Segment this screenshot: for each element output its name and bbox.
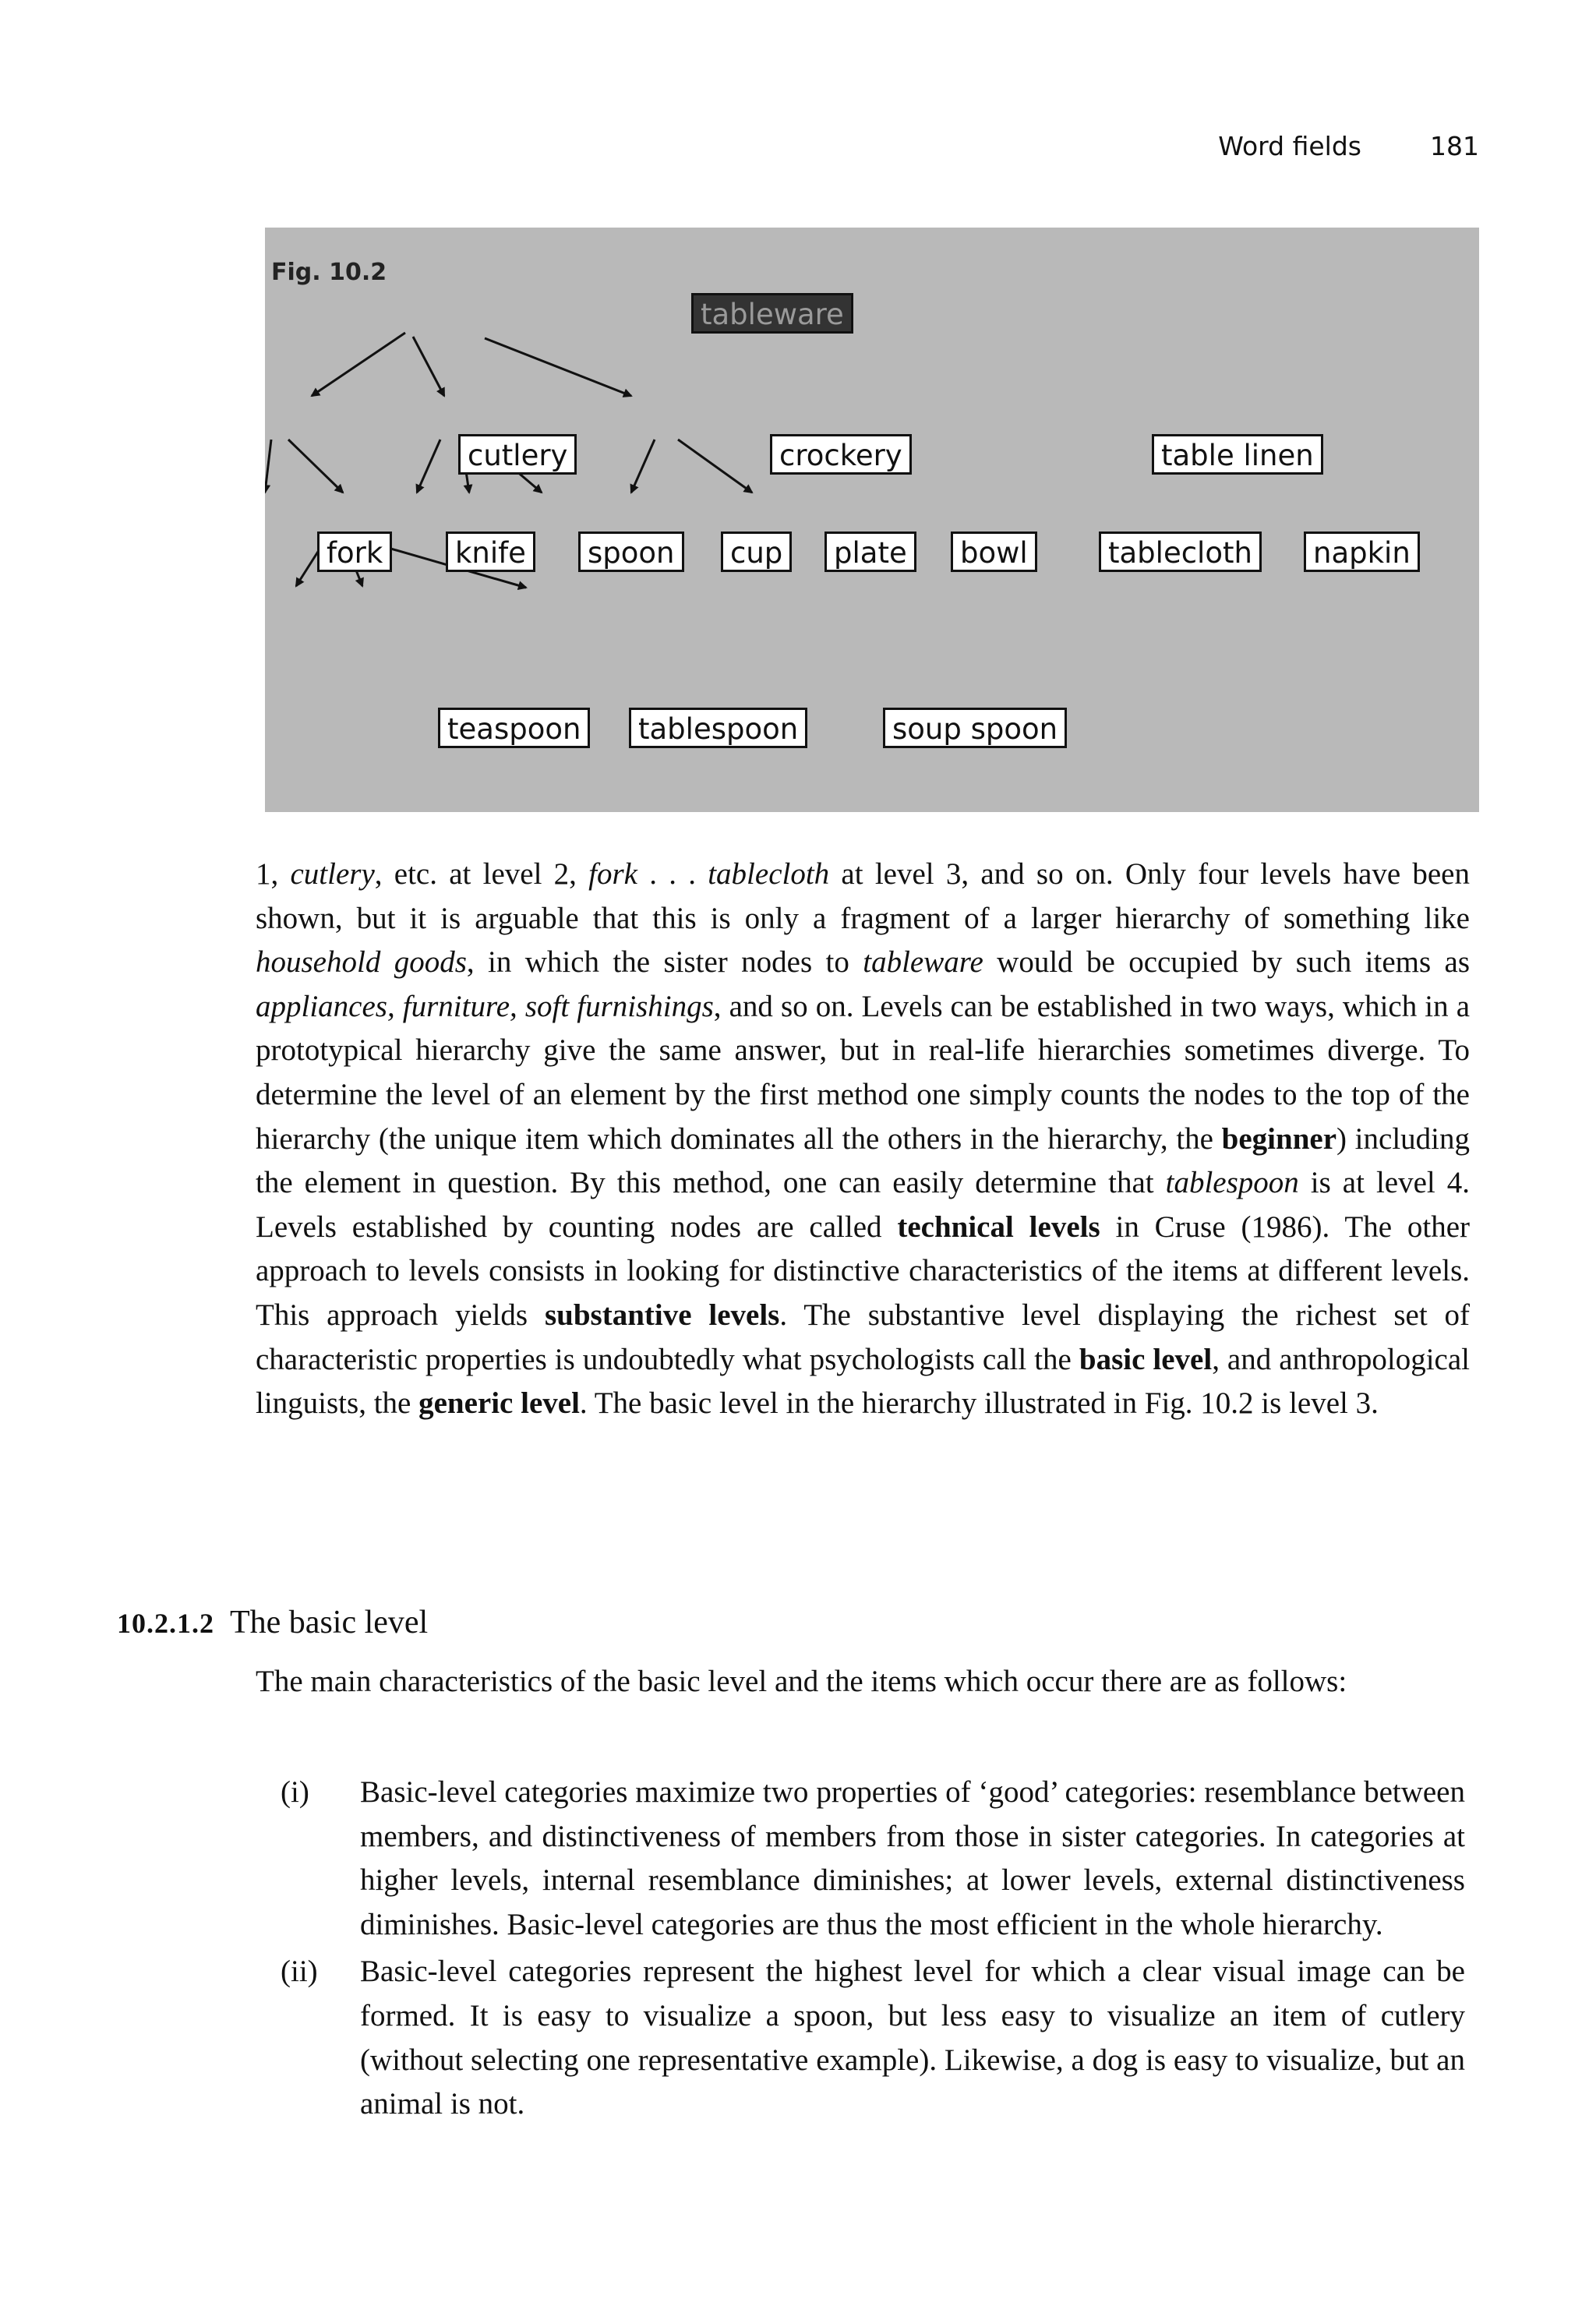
term-tablespoon: tablespoon <box>1165 1166 1299 1200</box>
text-run: 1, <box>256 857 291 891</box>
edge-tableware-table-linen <box>485 338 631 396</box>
section-heading <box>117 1604 428 1641</box>
node-table-linen: table linen <box>1152 434 1323 475</box>
intro-text: The main characteristics of the basic level and the items which occur there are as follows: <box>256 1665 1347 1698</box>
term-appliances: appliances, furniture, soft furnishings <box>256 989 714 1023</box>
node-fork: fork <box>317 531 392 572</box>
text-run: , etc. at level 2, <box>374 857 589 891</box>
node-knife: knife <box>446 531 535 572</box>
term-household-goods: household goods <box>256 945 467 980</box>
text-run: . . . <box>637 857 708 891</box>
term-tablecloth: tablecloth <box>708 857 830 891</box>
node-napkin: napkin <box>1304 531 1420 572</box>
node-tableware: tableware <box>691 293 853 334</box>
running-title: Word fields <box>1218 131 1361 161</box>
figure-10-2 <box>265 228 1479 812</box>
text-run: , and so on. Levels can be established in two ways, which in a prototypical hierarchy give the same answer, but in real-life hierarchies sometimes diverge. To determine the level of an element by the first method one simply counts the nodes to the top of the hierarchy (the unique item which dominates all the others in the hierarchy, the <box>256 989 1471 1156</box>
list-marker: (ii) <box>281 1955 318 1989</box>
figure-label: Fig. 10.2 <box>271 259 387 286</box>
paragraph-text <box>256 853 1470 1426</box>
node-soup-spoon: soup spoon <box>883 708 1067 748</box>
node-tablespoon: tablespoon <box>629 708 807 748</box>
text-run: . The substantive level displaying the richest set of characteristic properties is undoubtedly what psychologists call the <box>256 1298 1471 1376</box>
running-head <box>1218 131 1479 161</box>
list-marker: (i) <box>281 1775 309 1809</box>
node-crockery: crockery <box>770 434 912 475</box>
edge-table-linen-napkin <box>678 440 752 493</box>
text-run: would be occupied by such items as <box>983 945 1471 980</box>
text-run: ) including the element in question. By this method, one can easily determine that <box>256 1121 1470 1200</box>
intro-paragraph <box>256 1660 1470 1704</box>
text-run: , and anthropological linguists, the <box>256 1342 1471 1421</box>
term-basic-level: basic level <box>1079 1342 1213 1376</box>
term-fork: fork <box>588 857 637 891</box>
list-item-text: Basic-level categories maximize two properties of ‘good’ categories: resemblance between members, and distinctiveness of members from those in sister categories. In categories at higher levels, internal resemblance diminishes; at lower levels, external distinctiveness diminishes. Basic-level categories are thus the most efficient in the whole hierarchy. <box>360 1775 1465 1941</box>
term-substantive-levels: substantive levels <box>544 1298 780 1332</box>
node-tablecloth: tablecloth <box>1099 531 1262 572</box>
node-teaspoon: teaspoon <box>438 708 590 748</box>
edge-cutlery-knife <box>265 440 271 493</box>
text-run: at level 3, and so on. Only four levels have been shown, but it is arguable that this is only a fragment of a larger hierarchy of something like <box>256 857 1470 935</box>
node-spoon: spoon <box>578 531 684 572</box>
section-title: The basic level <box>230 1605 429 1640</box>
text-run: , in which the sister nodes to <box>466 945 863 980</box>
node-cup: cup <box>721 531 792 572</box>
edge-table-linen-tablecloth <box>631 440 655 493</box>
section-number: 10.2.1.2 <box>117 1608 214 1639</box>
node-plate: plate <box>824 531 916 572</box>
body-paragraph <box>256 853 1470 1426</box>
list-item <box>281 1771 1465 1947</box>
node-bowl: bowl <box>951 531 1037 572</box>
term-technical-levels: technical levels <box>897 1210 1100 1244</box>
characteristics-list <box>281 1771 1465 2130</box>
edge-crockery-cup <box>417 440 440 493</box>
term-tableware: tableware <box>863 945 983 980</box>
list-item-text: Basic-level categories represent the highest level for which a clear visual image can be formed. It is easy to visualize a spoon, but less easy to visualize an item of cutlery (without selecting one representative example). Likewise, a dog is easy to visualize, but an animal is not. <box>360 1955 1465 2121</box>
text-run: in Cruse (1986). The other approach to levels consists in looking for distinctive characteristics of the items at different levels. This approach yields <box>256 1210 1471 1332</box>
term-cutlery: cutlery <box>290 857 375 891</box>
edge-tableware-cutlery <box>312 333 405 396</box>
term-generic-level: generic level <box>418 1386 580 1421</box>
list-item <box>281 1950 1465 2126</box>
page-number: 181 <box>1430 131 1479 161</box>
text-run: is at level 4. Levels established by counting nodes are called <box>256 1166 1470 1244</box>
term-beginner: beginner <box>1221 1121 1337 1156</box>
edge-tableware-crockery <box>413 337 444 396</box>
edge-cutlery-spoon <box>288 440 343 493</box>
node-cutlery: cutlery <box>458 434 577 475</box>
text-run: . The basic level in the hierarchy illustrated in Fig. 10.2 is level 3. <box>579 1386 1379 1421</box>
